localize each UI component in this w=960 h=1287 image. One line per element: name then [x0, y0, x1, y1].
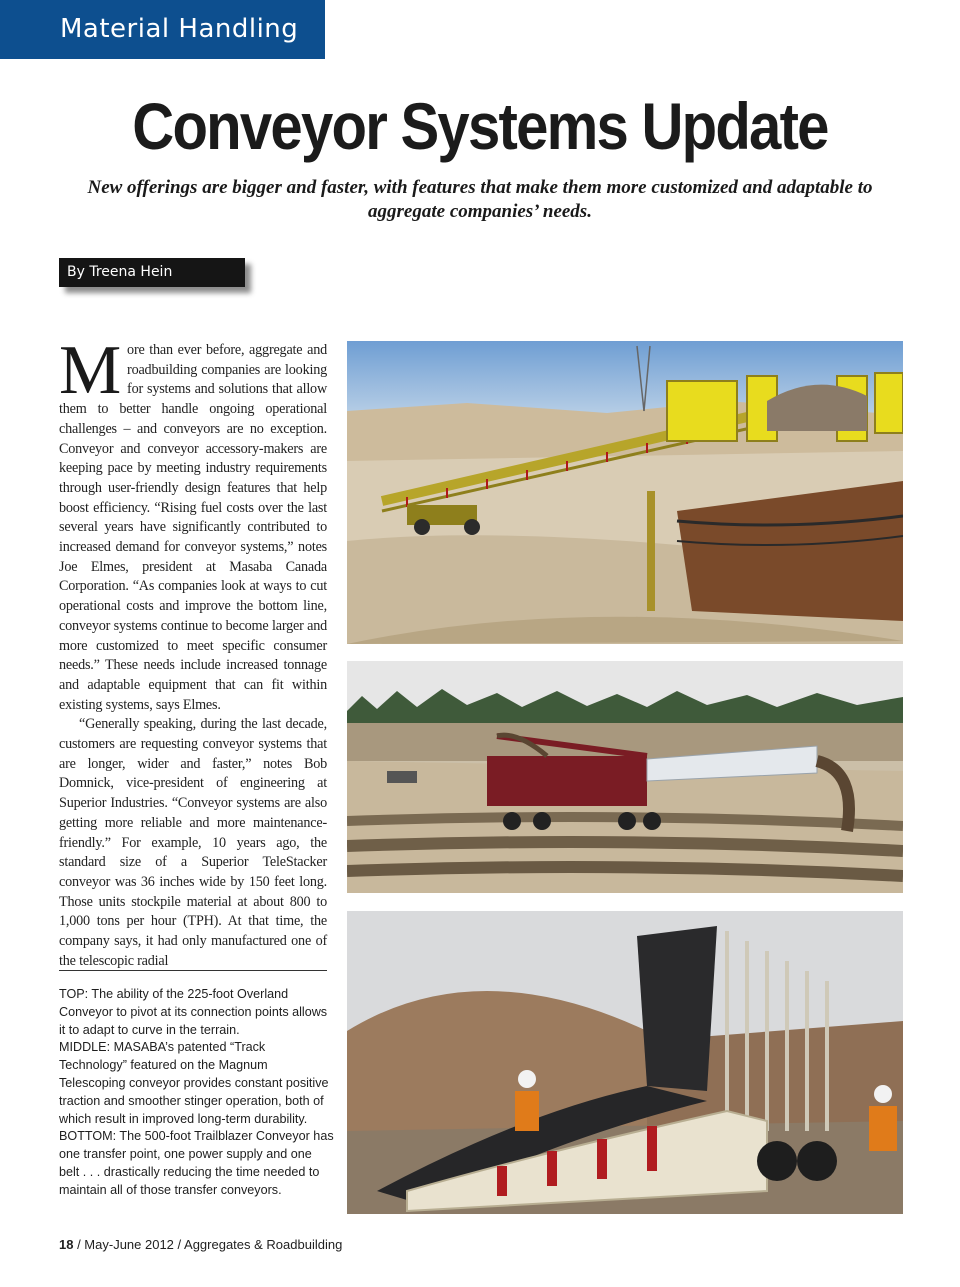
caption-bottom: BOTTOM: The 500-foot Trailblazer Conveyor has one transfer point, one power supply and one belt . . . drastically reducing the time needed to maintain all of those transfer conveyors.: [59, 1129, 334, 1197]
drop-cap: M: [59, 332, 122, 409]
article-paragraph-1: [59, 332, 327, 715]
paragraph-1-text: ore than ever before, aggregate and roadbuilding companies are looking for systems and solutions that allow them to better handle ongoing operational challenges – and conveyors are no exception. Conveyor and conveyor accessory-makers are keeping pace by meeting industry requirements through user-friendly design features that help boost efficiency. “Rising fuel costs over the last several years have significantly contributed to increased demand for conveyor systems,” notes Joe Elmes, president at Masaba Canada Corporation. “As companies look at ways to cut operational costs and improve the bottom line, conveyor systems continue to become larger and more customized to meet specific consumer needs.” These needs include increased tonnage and adaptable equipment that can fit within existing systems, says Elmes.: [59, 342, 327, 713]
page-number: 18: [59, 1237, 74, 1252]
article-body: [59, 332, 327, 972]
issue-info: / May-June 2012 / Aggregates & Roadbuilding: [73, 1237, 343, 1252]
caption-top: TOP: The ability of the 225-foot Overland Conveyor to pivot at its connection points allows it to adapt to curve in the terrain.: [59, 987, 328, 1037]
page-footer: [59, 1237, 342, 1252]
photo-captions: [59, 986, 334, 1200]
section-tab: Material Handling: [0, 0, 325, 59]
photo-trailblazer-conveyor: [347, 911, 903, 1214]
photo-telescoping-conveyor: [347, 661, 903, 893]
deck-subtitle: New offerings are bigger and faster, with features that make them more customized and adaptable to aggregate companies’ needs.: [87, 177, 873, 222]
photo-overland-conveyor: [347, 341, 903, 644]
caption-divider: [59, 970, 327, 971]
article-paragraph-2: “Generally speaking, during the last decade, customers are requesting conveyor systems that are longer, wider and faster,” notes Bob Domnick, vice-president of engineering at Superior Industries. “Conveyor systems are also getting more reliable and more maintenance-friendly.” For example, 10 years ago, the standard size of a Superior TeleStacker conveyor was 36 inches wide by 150 feet long. Those units stockpile material at about 800 to 1,000 tons per hour (TPH). At that time, the company says, it had only manufactured one of the telescopic radial: [59, 716, 327, 969]
byline: By Treena Hein: [59, 258, 245, 287]
caption-middle: MIDDLE: MASABA’s patented “Track Technology” featured on the Magnum Telescoping conveyor provides constant positive traction and smoother stinger operation, both of which result in improved long-term durability.: [59, 1040, 329, 1126]
page-title: Conveyor Systems Update: [132, 89, 828, 163]
